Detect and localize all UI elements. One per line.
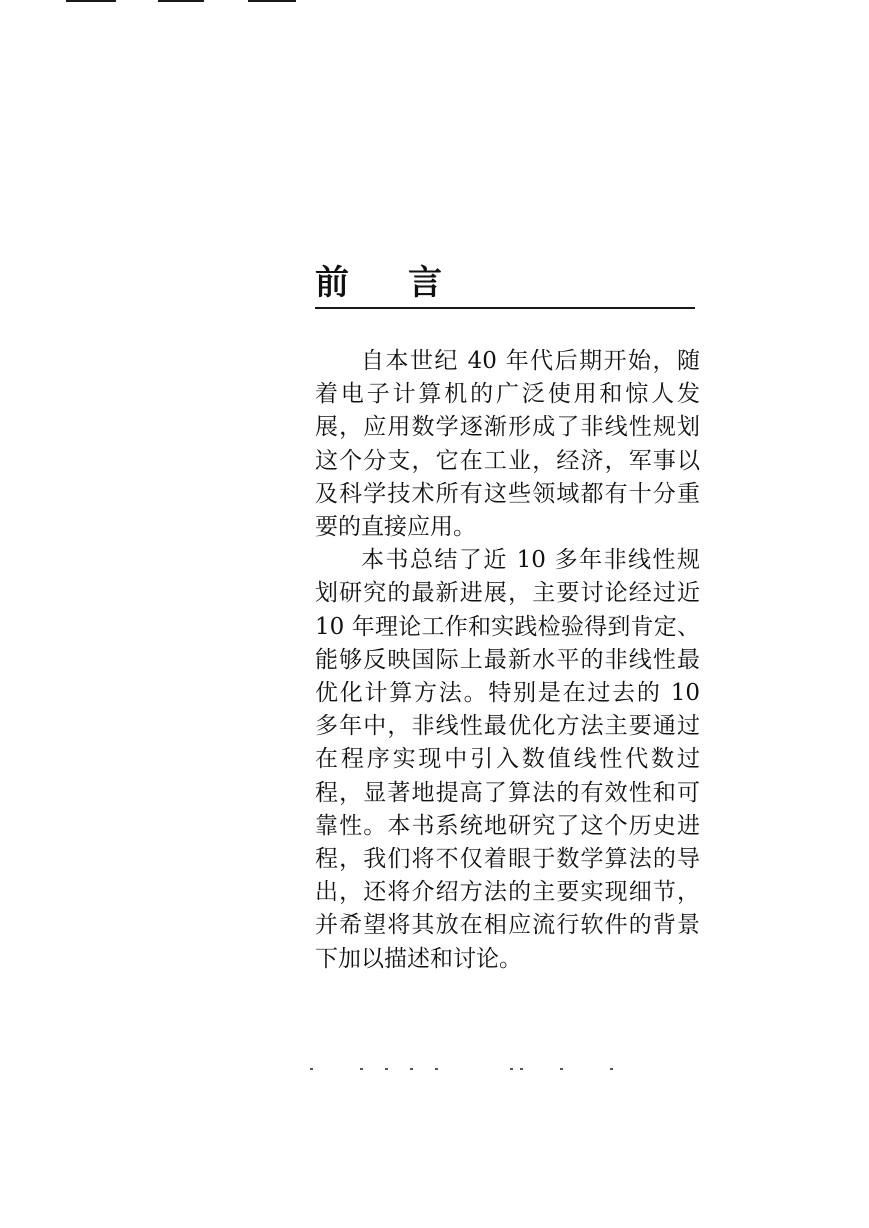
scan-dot bbox=[560, 1068, 563, 1070]
scan-dot bbox=[520, 1068, 523, 1070]
scan-dot bbox=[510, 1068, 513, 1070]
scan-noise bbox=[305, 1068, 625, 1072]
page-title bbox=[315, 258, 695, 308]
paragraph-2: 本书总结了近 10 多年非线性规划研究的最新进展，主要讨论经过近 10 年理论工作和实践检验得到肯定、能够反映国际上最新水平的非线性最优化计算方法。特别是在过去的 10 多年中，非线性最优化方法主要通过在程序实现中引入数值线性代数过程，显著地提高了算法的有效性和可靠性。本书系统地研究了这个历史进程，我们将不仅着眼于数学算法的导出，还将介绍方法的主要实现细节，并希望将其放在相应流行软件的背景下加以描述和讨论。 bbox=[315, 547, 700, 972]
paragraph-1: 自本世纪 40 年代后期开始，随着电子计算机的广泛使用和惊人发展，应用数学逐渐形成了非线性规划这个分支，它在工业，经济，军事以及科学技术所有这些领域都有十分重要的直接应用。 bbox=[315, 348, 700, 541]
scan-edge-marks bbox=[0, 0, 869, 4]
title-underline bbox=[315, 307, 695, 309]
scan-dot bbox=[310, 1068, 313, 1070]
title-char-1: 前 bbox=[315, 263, 349, 303]
scan-dot bbox=[610, 1068, 613, 1070]
title-char-2: 言 bbox=[408, 263, 442, 303]
scan-dot bbox=[410, 1068, 413, 1070]
scan-dot bbox=[385, 1068, 388, 1070]
scan-dot bbox=[360, 1068, 363, 1070]
scan-dot bbox=[435, 1068, 438, 1070]
scan-mark bbox=[158, 0, 204, 2]
scan-mark bbox=[66, 0, 116, 2]
preface-body bbox=[315, 345, 700, 976]
scan-mark bbox=[248, 0, 296, 2]
